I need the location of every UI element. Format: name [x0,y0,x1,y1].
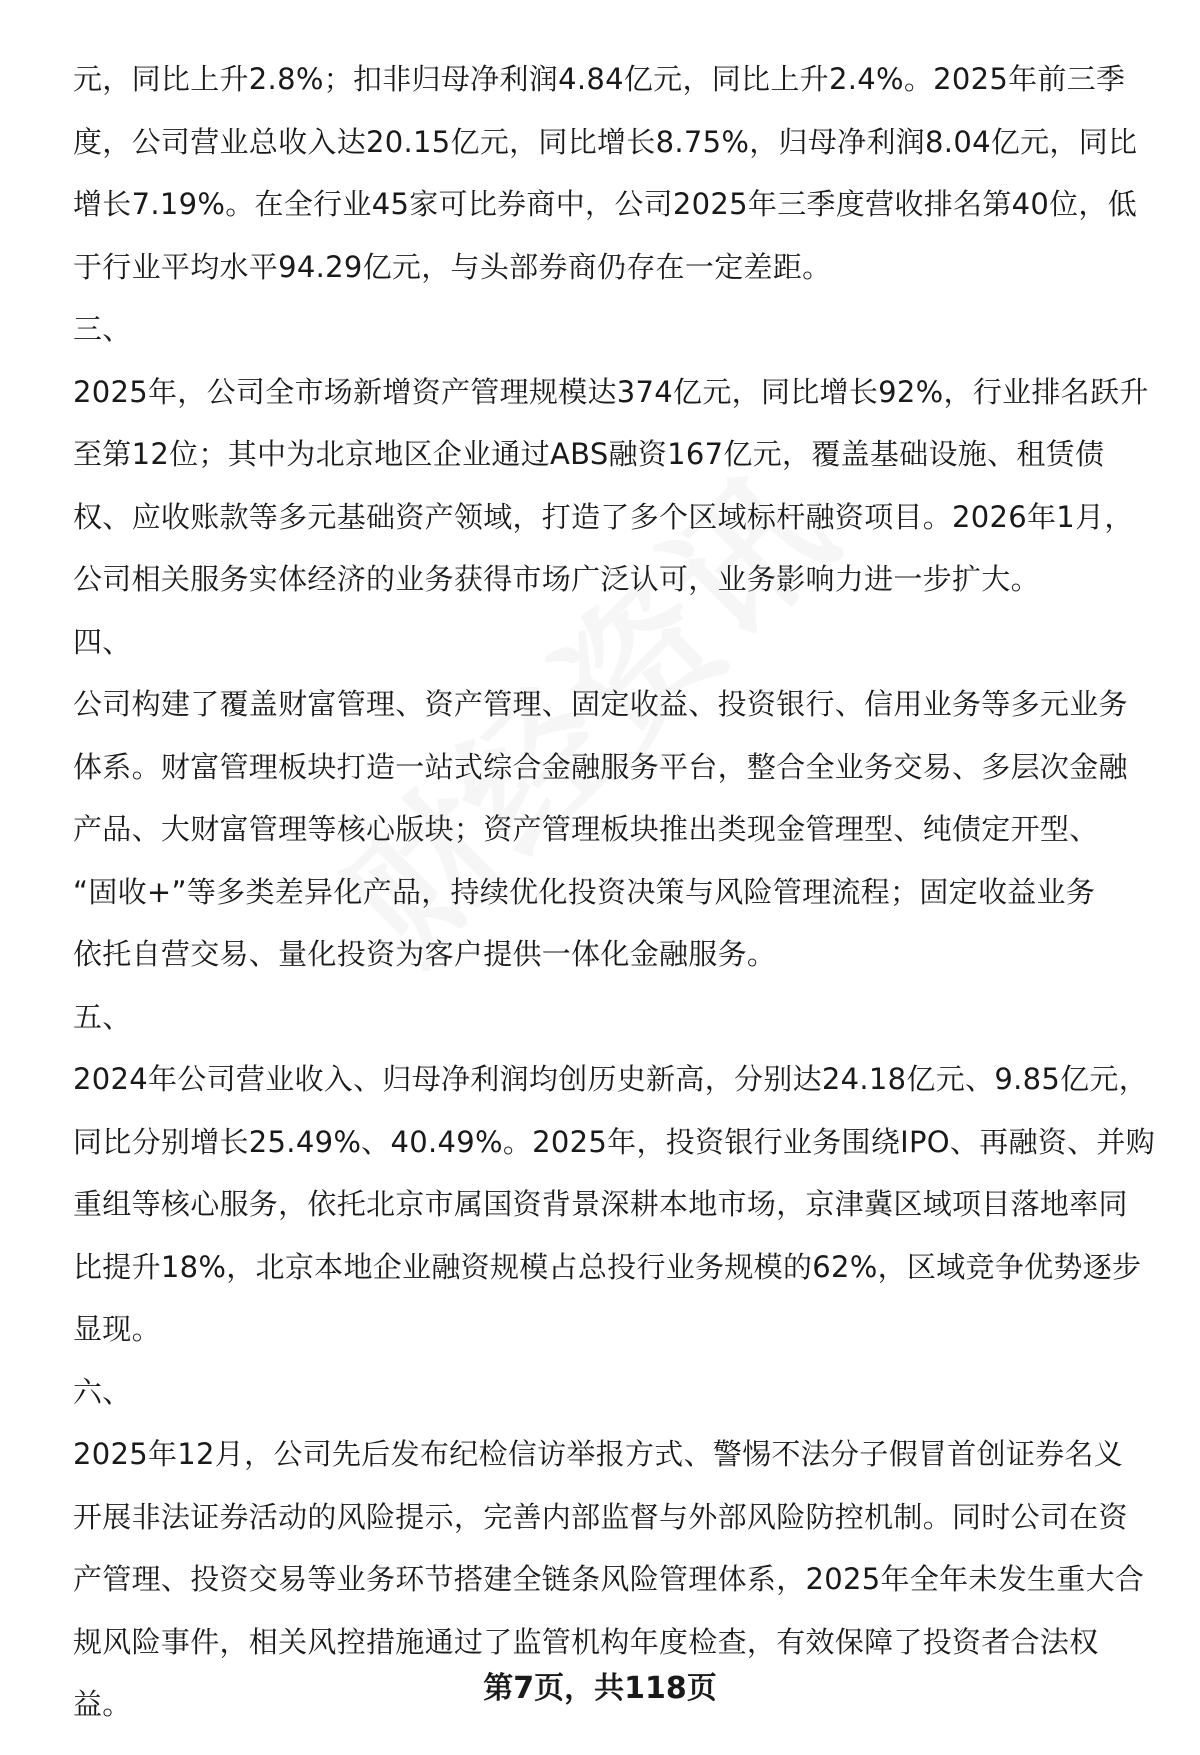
text-line: 产管理、投资交易等业务环节搭建全链条风险管理体系，2025年全年未发生重大合 [73,1562,1145,1596]
text-line: 2025年，公司全市场新增资产管理规模达374亿元，同比增长92%，行业排名跃升 [73,374,1149,409]
text-line: 于行业平均水平94.29亿元，与头部券商仍存在一定差距。 [73,249,832,284]
text-line: 权、应收账款等多元基础资产领域，打造了多个区域标杆融资项目。2026年1月， [73,499,1134,534]
section-heading: 四、 [73,624,132,659]
text-line: 比提升18%，北京本地企业融资规模占总投行业务规模的62%，区域竞争优势逐步 [73,1249,1142,1284]
section-heading: 三、 [73,312,132,346]
text-line: 益。 [73,1687,132,1721]
text-line: 度，公司营业总收入达20.15亿元，同比增长8.75%，归母净利润8.04亿元，同比 [73,124,1138,159]
text-line: 重组等核心服务，依托北京市属国资背景深耕本地市场，京津冀区域项目落地率同 [73,1187,1128,1221]
text-line: 同比分别增长25.49%、40.49%。2025年，投资银行业务围绕IPO、再融资、并购 [73,1124,1156,1159]
section-heading: 五、 [73,999,132,1034]
text-line: 体系。财富管理板块打造一站式综合金融服务平台，整合全业务交易、多层次金融 [73,749,1128,784]
text-line: 元，同比上升2.8%；扣非归母净利润4.84亿元，同比上升2.4%。2025年前三季 [73,62,1126,96]
section-heading: 六、 [73,1374,132,1409]
text-line: 公司构建了覆盖财富管理、资产管理、固定收益、投资银行、信用业务等多元业务 [73,687,1128,721]
text-line: 规风险事件，相关风控措施通过了监管机构年度检查，有效保障了投资者合法权 [73,1624,1099,1659]
text-line: 增长7.19%。在全行业45家可比券商中，公司2025年三季度营收排名第40位，低 [73,187,1138,221]
text-line: 2025年12月，公司先后发布纪检信访举报方式、警惕不法分子假冒首创证券名义 [73,1437,1124,1471]
text-line: 至第12位；其中为北京地区企业通过ABS融资167亿元，覆盖基础设施、租赁债 [73,437,1105,471]
page-number: 第7页，共118页 [483,1671,717,1706]
text-line: 开展非法证券活动的风险提示，完善内部监督与外部风险防控机制。同时公司在资 [73,1499,1128,1534]
document-body [73,48,1156,1736]
text-line: 2024年公司营业收入、归母净利润均创历史新高，分别达24.18亿元、9.85亿元， [73,1062,1148,1096]
text-line: 公司相关服务实体经济的业务获得市场广泛认可，业务影响力进一步扩大。 [73,562,1040,596]
text-line: “固收+”等多类差异化产品，持续优化投资决策与风险管理流程；固定收益业务 [73,874,1096,909]
text-line: 显现。 [73,1312,161,1346]
text-line: 产品、大财富管理等核心版块；资产管理板块推出类现金管理型、纯债定开型、 [73,812,1099,846]
text-line: 依托自营交易、量化投资为客户提供一体化金融服务。 [73,937,777,971]
